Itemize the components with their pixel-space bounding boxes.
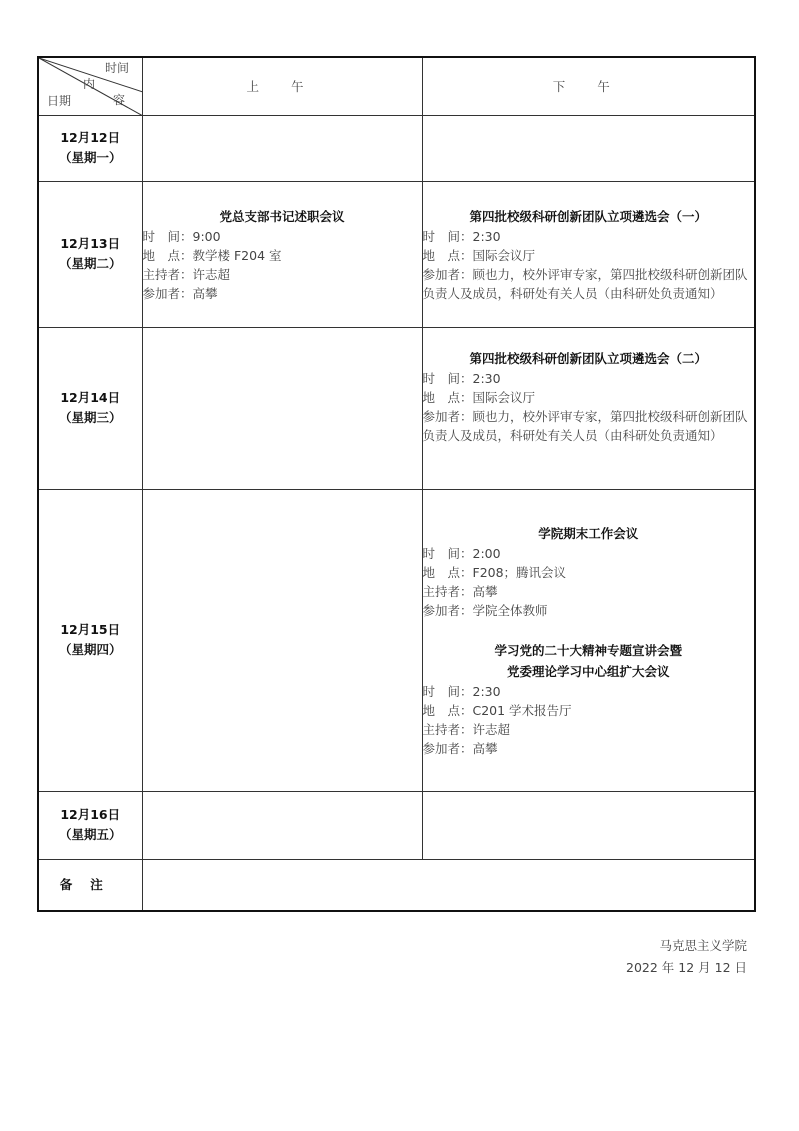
date-cell <box>38 791 142 859</box>
event-attendees: 参加者：学院全体教师 <box>422 602 548 618</box>
event-time: 时 间：2:30 <box>422 370 501 386</box>
event-title: 学院期末工作会议 <box>538 525 639 541</box>
event-host: 主持者：许志超 <box>142 266 231 282</box>
header-row <box>38 57 755 115</box>
afternoon-cell <box>422 115 755 181</box>
footer-date: 2022 年 12 月 12 日 <box>626 960 747 975</box>
event-place: 地 点：国际会议厅 <box>422 247 536 263</box>
day-row <box>38 489 755 791</box>
afternoon-header: 下 午 <box>422 57 755 115</box>
corner-header-cell <box>38 57 142 115</box>
remark-label-cell <box>38 859 142 911</box>
event-host: 主持者：高攀 <box>422 583 498 599</box>
morning-cell <box>142 115 422 181</box>
corner-date-label: 日期 <box>47 94 72 108</box>
remark-row <box>38 859 755 911</box>
afternoon-cell <box>422 181 755 327</box>
weekday-label: （星期四） <box>58 642 122 657</box>
event-title: 第四批校级科研创新团队立项遴选会（一） <box>469 208 707 224</box>
day-row <box>38 791 755 859</box>
afternoon-cell <box>422 791 755 859</box>
weekday-label: （星期三） <box>58 410 122 425</box>
weekday-label: （星期一） <box>58 150 122 165</box>
event-title: 第四批校级科研创新团队立项遴选会（二） <box>469 350 707 366</box>
footer-org: 马克思主义学院 <box>659 938 747 953</box>
morning-cell <box>142 181 422 327</box>
date-cell <box>38 181 142 327</box>
event-attendees: 参加者：高攀 <box>142 285 218 301</box>
date-label: 12月15日 <box>60 622 121 637</box>
morning-cell <box>142 791 422 859</box>
day-row <box>38 181 755 327</box>
date-label: 12月14日 <box>60 390 121 405</box>
event-attendees: 参加者：顾也力，校外评审专家，第四批校级科研创新团队负责人及成员，科研处有关人员（由科研处负责通知） <box>422 408 748 443</box>
remark-label: 备注 <box>59 876 121 892</box>
event-time: 时 间：2:00 <box>422 545 501 561</box>
event-title-line2: 党委理论学习中心组扩大会议 <box>506 663 670 679</box>
event-time: 时 间：2:30 <box>422 228 501 244</box>
morning-cell <box>142 489 422 791</box>
corner-content-top-label: 内 <box>83 77 96 91</box>
event-attendees: 参加者：顾也力，校外评审专家，第四批校级科研创新团队负责人及成员，科研处有关人员（由科研处负责通知） <box>422 266 748 301</box>
event-host: 主持者：许志超 <box>422 721 511 737</box>
date-label: 12月12日 <box>60 130 121 145</box>
event-attendees: 参加者：高攀 <box>422 740 498 756</box>
morning-cell <box>142 327 422 489</box>
date-cell <box>38 327 142 489</box>
event-place: 地 点：教学楼 F204 室 <box>142 247 282 263</box>
event-place: 地 点：F208；腾讯会议 <box>422 564 567 580</box>
weekday-label: （星期二） <box>58 256 122 271</box>
morning-header: 上 午 <box>142 57 422 115</box>
date-label: 12月16日 <box>60 807 121 822</box>
afternoon-cell <box>422 327 755 489</box>
afternoon-cell <box>422 489 755 791</box>
weekday-label: （星期五） <box>58 827 122 842</box>
date-cell <box>38 115 142 181</box>
remark-content-cell <box>142 859 755 911</box>
event-place: 地 点：C201 学术报告厅 <box>422 702 572 718</box>
date-label: 12月13日 <box>60 236 121 251</box>
event-title-line1: 学习党的二十大精神专题宣讲会暨 <box>494 642 682 658</box>
corner-time-label: 时间 <box>105 61 130 75</box>
event-spacer <box>423 620 755 640</box>
event-time: 时 间：2:30 <box>422 683 501 699</box>
event-title: 党总支部书记述职会议 <box>219 208 345 224</box>
date-cell <box>38 489 142 791</box>
day-row <box>38 115 755 181</box>
corner-content-bottom-label: 容 <box>113 93 126 107</box>
event-place: 地 点：国际会议厅 <box>422 389 536 405</box>
schedule-table <box>37 56 756 912</box>
event-time: 时 间：9:00 <box>142 228 221 244</box>
day-row <box>38 327 755 489</box>
